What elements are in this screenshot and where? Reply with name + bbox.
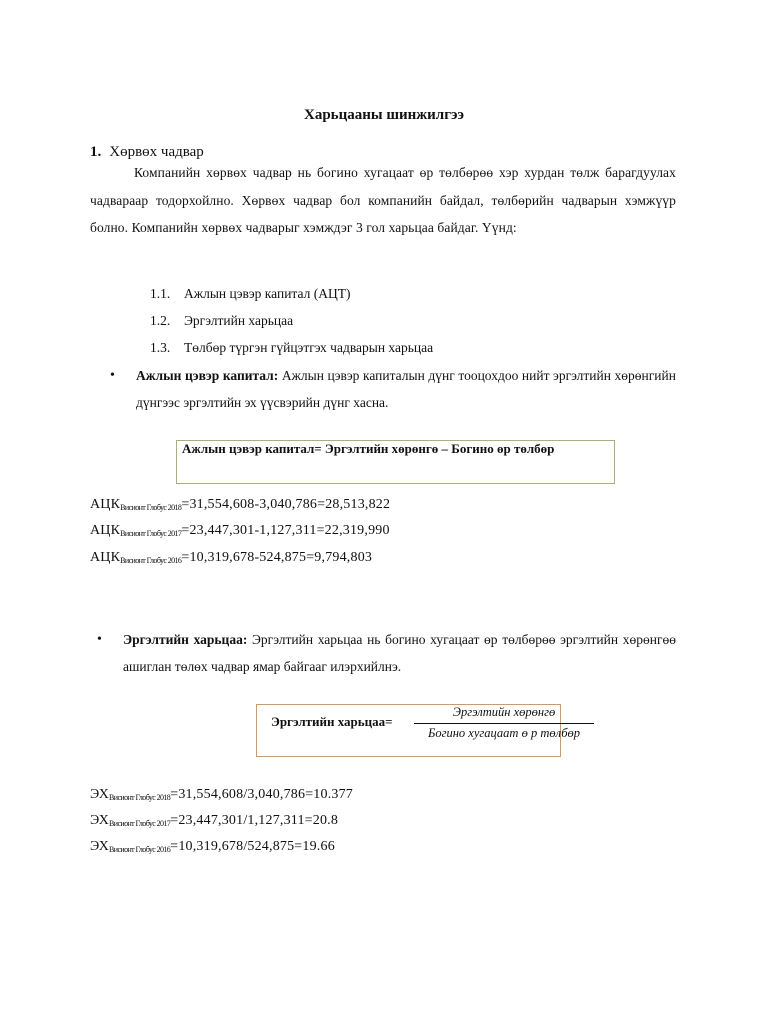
calc-prefix: АЦК xyxy=(90,497,121,512)
intro-paragraph xyxy=(90,159,676,242)
calc-prefix: ЭХ xyxy=(90,813,110,828)
bullet-term: Ажлын цэвэр капитал: xyxy=(136,368,279,383)
calc-subscript: Висионт Глобус 2017 xyxy=(109,819,171,828)
calc-expression: =31,554,608/3,040,786=10.377 xyxy=(170,787,353,802)
formula-box-current-ratio xyxy=(256,704,581,757)
list-item xyxy=(150,286,350,302)
bullet-icon: • xyxy=(110,368,115,383)
bullet-text: Эргэлтийн харьцаа нь богино хугацаат өр төлбөрөө эргэлтийн хөрөнгөө ашиглан төлөх чадвар ямар байгааг илэрхийлнэ. xyxy=(123,632,676,674)
formula-text: Ажлын цэвэр капитал= Эргэлтийн хөрөнгө – Богино өр төлбөр xyxy=(182,441,555,456)
calc-subscript: Висионт Глобус 2016 xyxy=(120,556,182,565)
bullet-icon: • xyxy=(97,632,102,647)
formula-box-working-capital xyxy=(176,440,615,484)
calc-line xyxy=(90,839,335,855)
intro-text: Компанийн хөрвөх чадвар нь богино хугацаат өр төлбөрөө хэр хурдан төлж барагдуулах чадвараар тодорхойлно. Хөрвөх чадвар бол компанийн байдал, төлбөрийн чадварын хэмжүүр болно. Компанийн хөрвөх чадварыг хэмждэг 3 гол харьцаа байдаг. Үүнд: xyxy=(90,165,676,235)
list-item xyxy=(150,313,293,329)
document-title: Харьцааны шинжилгээ xyxy=(303,107,464,123)
fraction-numerator: Эргэлтийн хөрөнгө xyxy=(452,705,556,719)
calc-prefix: АЦК xyxy=(90,550,121,565)
list-item-text: Ажлын цэвэр капитал (АЦТ) xyxy=(184,286,351,301)
list-item xyxy=(150,340,433,356)
calc-expression: =10,319,678/524,875=19.66 xyxy=(170,839,335,854)
calc-line xyxy=(90,813,338,829)
calc-prefix: АЦК xyxy=(90,523,121,538)
bullet-working-capital xyxy=(110,362,676,416)
calc-expression: =23,447,301/1,127,311=20.8 xyxy=(170,813,339,828)
calc-line xyxy=(90,787,353,803)
section-heading-text: Хөрвөх чадвар xyxy=(109,144,204,160)
calc-expression: =23,447,301-1,127,311=22,319,990 xyxy=(181,523,390,538)
list-item-text: Эргэлтийн харьцаа xyxy=(184,313,294,328)
calc-prefix: ЭХ xyxy=(90,787,110,802)
bullet-text: Ажлын цэвэр капиталын дүнг тооцохдоо нийт эргэлтийн хөрөнгийн дүнгээс эргэлтийн эх үүсвэрийн дүнг хасна. xyxy=(136,368,676,410)
fraction-bar xyxy=(414,723,594,724)
bullet-current-ratio xyxy=(97,626,676,680)
calc-expression: =31,554,608-3,040,786=28,513,822 xyxy=(181,497,391,512)
list-item-text: Төлбөр түргэн гүйцэтгэх чадварын харьцаа xyxy=(184,340,434,355)
calc-line xyxy=(90,550,372,566)
calc-line xyxy=(90,497,390,513)
fraction-denominator: Богино хугацаат ө р төлбөр xyxy=(427,726,581,740)
list-item-number: 1.3. xyxy=(150,340,171,355)
calc-expression: =10,319,678-524,875=9,794,803 xyxy=(181,550,373,565)
calc-subscript: Висионт Глобус 2018 xyxy=(109,793,171,802)
list-item-number: 1.1. xyxy=(150,286,171,301)
section-number: 1. xyxy=(90,144,102,160)
formula-label: Эргэлтийн харьцаа= xyxy=(271,714,393,729)
calc-subscript: Висионт Глобус 2016 xyxy=(109,845,171,854)
bullet-term: Эргэлтийн харьцаа: xyxy=(123,632,248,647)
calc-prefix: ЭХ xyxy=(90,839,110,854)
calc-subscript: Висионт Глобус 2017 xyxy=(120,529,182,538)
list-item-number: 1.2. xyxy=(150,313,171,328)
calc-subscript: Висионт Глобус 2018 xyxy=(120,503,182,512)
calc-line xyxy=(90,523,390,539)
